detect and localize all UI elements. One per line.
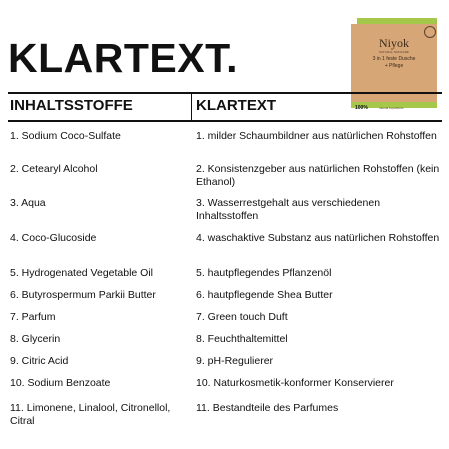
ingredients-table xyxy=(8,92,442,427)
meaning-cell: 2. Konsistenzgeber aus natürlichen Rohstoffen (kein Ethanol) xyxy=(196,163,440,188)
meaning-cell: 1. milder Schaumbildner aus natürlichen Rohstoffen xyxy=(196,130,437,142)
header-ingredients: INHALTSSTOFFE xyxy=(10,97,133,114)
product-name-line2: + Pflege xyxy=(384,63,404,69)
ingredient-cell: 1. Sodium Coco-Sulfate xyxy=(10,130,121,142)
ingredient-cell: 3. Aqua xyxy=(10,197,46,209)
meaning-cell: 4. waschaktive Substanz aus natürlichen Rohstoffen xyxy=(196,232,440,244)
column-divider xyxy=(191,94,192,120)
ingredient-cell: 6. Butyrospermum Parkii Butter xyxy=(10,289,156,301)
natural-badge: 100% xyxy=(355,105,368,111)
header-klartext: KLARTEXT xyxy=(196,97,276,114)
meaning-cell: 10. Naturkosmetik-konformer Konservierer xyxy=(196,377,394,389)
product-brand: Niyok xyxy=(379,36,409,50)
meaning-cell: 9. pH-Regulierer xyxy=(196,355,274,367)
ingredient-cell: 8. Glycerin xyxy=(10,333,61,345)
product-brand-sub: NATURAL SKINCARE xyxy=(379,50,409,54)
ingredient-cell: 4. Coco-Glucoside xyxy=(10,232,97,244)
ingredient-cell: 9. Citric Acid xyxy=(10,355,69,367)
meaning-cell: 8. Feuchthaltemittel xyxy=(196,333,288,345)
natural-badge-sub: natural ingredients xyxy=(379,106,404,110)
page-title: KLARTEXT. xyxy=(8,35,238,81)
meaning-cell: 6. hautpflegende Shea Butter xyxy=(196,289,333,301)
ingredient-cell: 5. Hydrogenated Vegetable Oil xyxy=(10,267,154,279)
ingredient-cell: 11. Limonene, Linalool, Citronellol, Citral xyxy=(10,402,171,427)
ingredient-cell: 10. Sodium Benzoate xyxy=(10,377,111,389)
ingredient-cell: 2. Cetearyl Alcohol xyxy=(10,163,98,175)
ingredient-cell: 7. Parfum xyxy=(10,311,56,323)
meaning-cell: 11. Bestandteile des Parfumes xyxy=(196,402,339,414)
meaning-cell: 3. Wasserrestgehalt aus verschiedenen Inhaltsstoffen xyxy=(196,197,381,222)
product-name-line1: 3 in 1 feste Dusche xyxy=(372,56,416,62)
meaning-cell: 5. hautpflegendes Pflanzenöl xyxy=(196,267,332,279)
table-header xyxy=(8,92,442,122)
meaning-cell: 7. Green touch Duft xyxy=(196,311,288,323)
